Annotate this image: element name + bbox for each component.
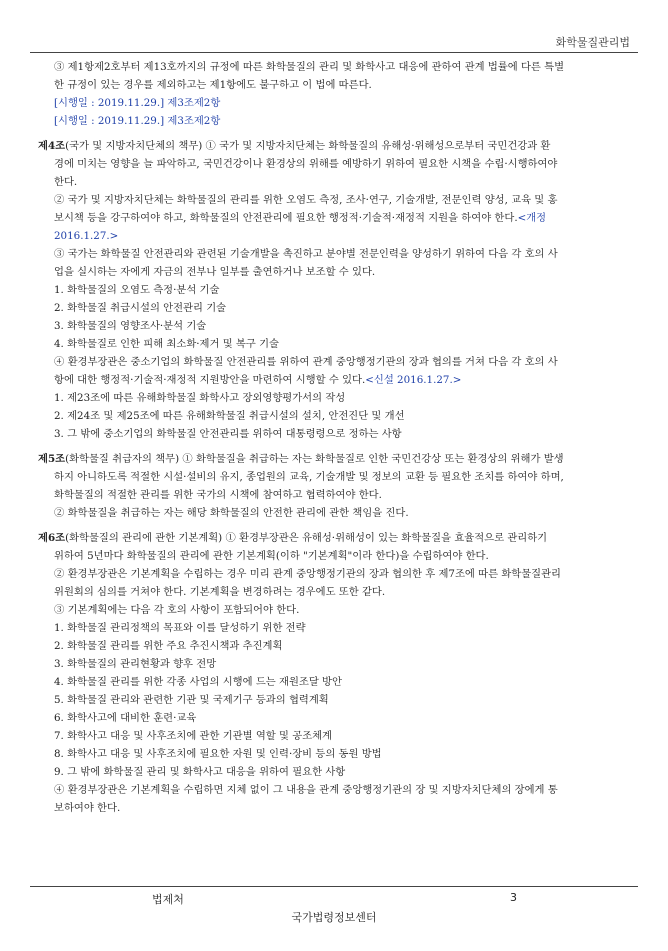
art6-para1-line1: (화학물질의 관리에 관한 기본계획) ① 환경부장관은 유해성·위해성이 있는 화학물질을 효율적으로 관리하기 (65, 532, 548, 544)
footer-source: 법제처 (152, 893, 184, 906)
art4-para2-line1: ② 국가 및 지방자치단체는 화학물질의 관리를 위한 오염도 측정, 조사·연구, 기술개발, 전문인력 양성, 교육 및 홍 (54, 194, 558, 206)
list-item: 2. 화학물질 취급시설의 안전관리 기술 (54, 302, 227, 314)
art6-para4-line2: 보하여야 한다. (54, 802, 121, 814)
art4-para4-line1: ④ 환경부장관은 중소기업의 화학물질 안전관리를 위하여 관계 중앙행정기관의 장과 협의를 거쳐 다음 각 호의 사 (54, 356, 558, 368)
art4-para3-line2: 업을 실시하는 자에게 자금의 전부나 일부를 출연하거나 보조할 수 있다. (54, 266, 376, 278)
list-item: 8. 화학사고 대응 및 사후조치에 필요한 자원 및 인력·장비 등의 동원 방법 (54, 748, 382, 760)
list-item: 2. 제24조 및 제25조에 따른 유해화학물질 취급시설의 설치, 안전진단 및 개선 (54, 410, 405, 422)
article-number: 제6조 (38, 532, 66, 544)
list-item: 6. 화학사고에 대비한 훈련·교육 (54, 712, 197, 724)
enforcement-note-link[interactable]: [시행일 : 2019.11.29.] 제3조제2항 (54, 97, 221, 109)
list-item: 3. 화학물질의 관리현황과 향후 전망 (54, 658, 217, 670)
list-item: 3. 화학물질의 영향조사·분석 기술 (54, 320, 207, 332)
art6-heading (38, 529, 632, 547)
footer-center-title: 국가법령정보센터 (291, 911, 377, 924)
art6-para1-line2: 위하여 5년마다 화학물질의 관리에 관한 기본계획(이하 "기본계획"이라 한다)을 수립하여야 한다. (54, 550, 489, 562)
amendment-note[interactable]: <개정 (517, 212, 547, 224)
article-number: 제5조 (38, 453, 66, 465)
page-number: 3 (510, 891, 517, 904)
art3-para3-line2: 한 규정이 있는 경우를 제외하고는 제1항에도 불구하고 이 법에 따른다. (54, 79, 372, 91)
art4-para2-line2: 보시책 등을 강구하여야 하고, 화학물질의 안전관리에 필요한 행정적·기술적·재정적 지원을 하여야 한다.<개정 (54, 212, 547, 224)
art5-para1-line2: 하지 아니하도록 적절한 시설·설비의 유지, 종업원의 교육, 기술개발 및 정보의 교환 등 필요한 조치를 하여야 하며, (54, 471, 564, 483)
art6-para4-line1: ④ 환경부장관은 기본계획을 수립하면 지체 없이 그 내용을 관계 중앙행정기관의 장 및 지방자치단체의 장에게 통 (54, 784, 558, 796)
art4-para3-line1: ③ 국가는 화학물질 안전관리와 관련된 기술개발을 촉진하고 분야별 전문인력을 양성하기 위하여 다음 각 호의 사 (54, 248, 558, 260)
amendment-note[interactable]: 2016.1.27.> (54, 230, 119, 242)
art4-heading (38, 137, 632, 155)
art5-para1-line1: (화학물질 취급자의 책무) ① 화학물질을 취급하는 자는 화학물질로 인한 국민건강상 또는 환경상의 위해가 발생 (65, 453, 564, 465)
list-item: 2. 화학물질 관리를 위한 주요 추진시책과 추진계획 (54, 640, 283, 652)
art5-para2: ② 화학물질을 취급하는 자는 해당 화학물질의 안전한 관리에 관한 책임을 진다. (54, 507, 409, 519)
art4-para4-line2: 항에 대한 행정적·기술적·재정적 지원방안을 마련하여 시행할 수 있다.<신설 2016.1.27.> (54, 374, 462, 386)
list-item: 1. 화학물질 관리정책의 목표와 이를 달성하기 위한 전략 (54, 622, 306, 634)
art4-para1-line2: 경에 미치는 영향을 늘 파악하고, 국민건강이나 환경상의 위해를 예방하기 위하여 필요한 시책을 수립·시행하여야 (54, 158, 558, 170)
enforcement-note-link[interactable]: [시행일 : 2019.11.29.] 제3조제2항 (54, 115, 221, 127)
footer-divider (30, 886, 638, 887)
list-item: 1. 화학물질의 오염도 측정·분석 기술 (54, 284, 220, 296)
art6-para3: ③ 기본계획에는 다음 각 호의 사항이 포함되어야 한다. (54, 604, 300, 616)
list-item: 1. 제23조에 따른 유해화학물질 화학사고 장외영향평가서의 작성 (54, 392, 346, 404)
art3-para3-line1: ③ 제1항제2호부터 제13호까지의 규정에 따른 화학물질의 관리 및 화학사고 대응에 관하여 관계 법률에 다른 특별 (54, 61, 565, 73)
art6-para2-line1: ② 환경부장관은 기본계획을 수립하는 경우 미리 관계 중앙행정기관의 장과 협의한 후 제7조에 따른 화학물질관리 (54, 568, 562, 580)
article-number: 제4조 (38, 140, 66, 152)
art4-para1-line1: (국가 및 지방자치단체의 책무) ① 국가 및 지방자치단체는 화학물질의 유해성·위해성으로부터 국민건강과 환 (65, 140, 551, 152)
art5-heading (38, 450, 632, 468)
amendment-note[interactable]: <신설 2016.1.27.> (365, 374, 462, 386)
list-item: 3. 그 밖에 중소기업의 화학물질 안전관리를 위하여 대통령령으로 정하는 사항 (54, 428, 402, 440)
list-item: 9. 그 밖에 화학물질 관리 및 화학사고 대응을 위하여 필요한 사항 (54, 766, 346, 778)
document-body (38, 58, 632, 817)
list-item: 4. 화학물질 관리를 위한 각종 사업의 시행에 드는 재원조달 방안 (54, 676, 342, 688)
art4-para1-line3: 한다. (54, 176, 78, 188)
art5-para1-line3: 화학물질의 적절한 관리를 위한 국가의 시책에 참여하고 협력하여야 한다. (54, 489, 382, 501)
header-divider (30, 52, 638, 53)
art6-para2-line2: 위원회의 심의를 거쳐야 한다. 기본계획을 변경하려는 경우에도 또한 같다. (54, 586, 386, 598)
law-title: 화학물질관리법 (555, 36, 630, 49)
list-item: 4. 화학물질로 인한 피해 최소화·제거 및 복구 기술 (54, 338, 279, 350)
list-item: 7. 화학사고 대응 및 사후조치에 관한 기관별 역할 및 공조체계 (54, 730, 333, 742)
list-item: 5. 화학물질 관리와 관련한 기관 및 국제기구 등과의 협력계획 (54, 694, 329, 706)
